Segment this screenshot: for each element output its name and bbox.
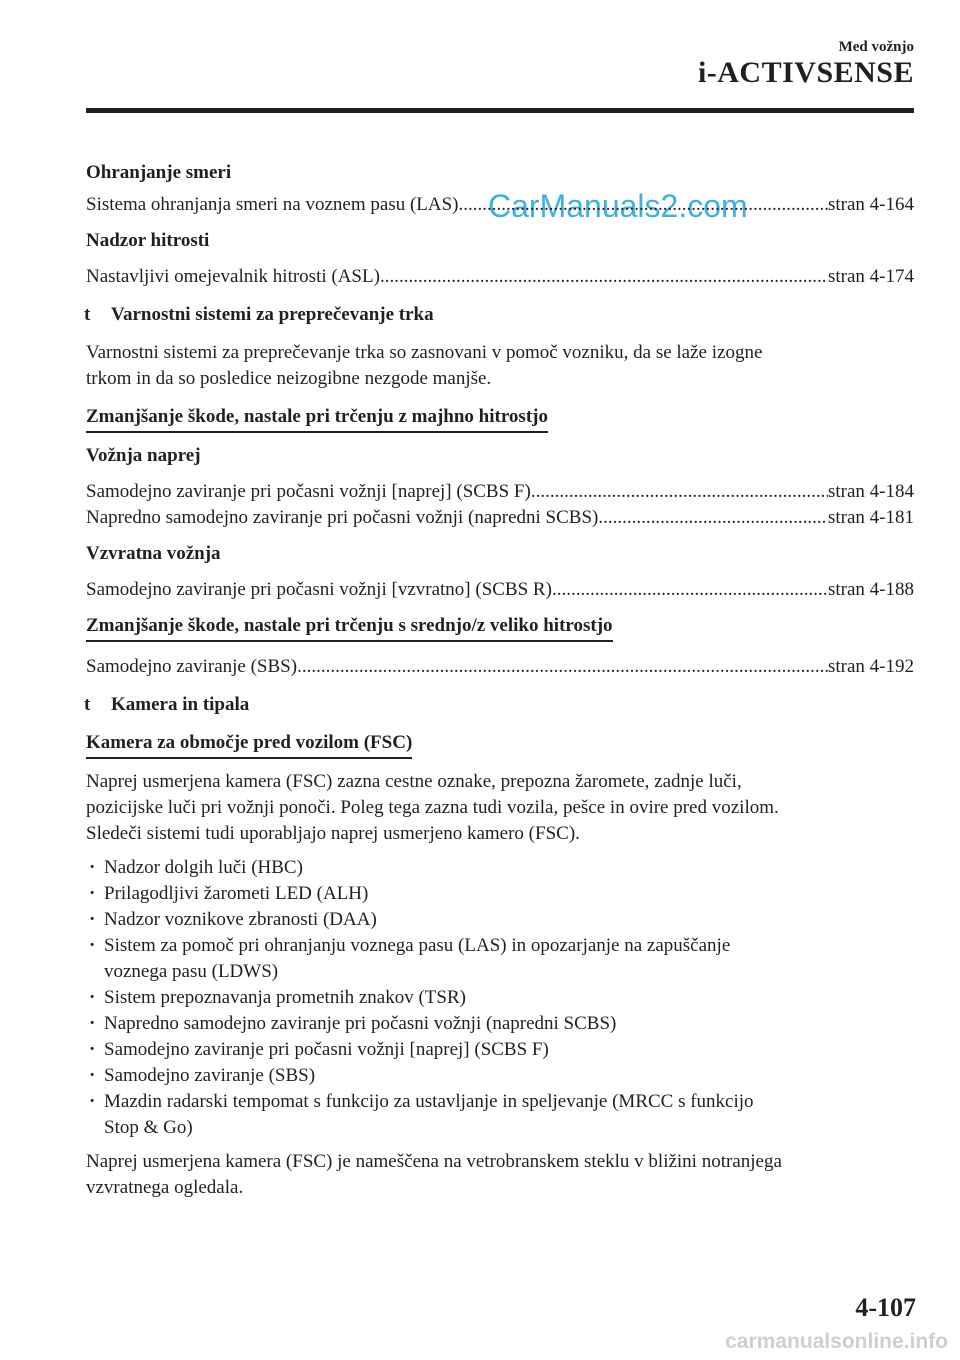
- low-speed-heading: Zmanjšanje škode, nastale pri trčenju z majhno hitrostjo: [86, 404, 548, 433]
- reverse-heading: Vzvratna vožnja: [86, 543, 221, 564]
- safety-heading-text: Varnostni sistemi za preprečevanje trka: [111, 304, 434, 325]
- toc-entry-page: stran 4-174: [827, 266, 914, 287]
- toc-entry-scbs-f: [86, 479, 914, 505]
- page-content: [86, 160, 914, 1201]
- toc-entry-text: Samodejno zaviranje pri počasni vožnji [naprej] (SCBS F): [86, 481, 531, 502]
- fsc-heading: Kamera za območje pred vozilom (FSC): [86, 730, 412, 759]
- camera-section-heading: [86, 692, 914, 718]
- forward-heading: Vožnja naprej: [86, 445, 201, 466]
- leader-dots: [531, 479, 828, 505]
- toc-entry-page: stran 4-188: [827, 579, 914, 600]
- leader-dots: [380, 264, 828, 290]
- list-item: · Napredno samodejno zaviranje pri počasni vožnji (napredni SCBS): [86, 1011, 914, 1037]
- header-chapter: i-ACTIVSENSE: [697, 56, 914, 89]
- list-item: · Nadzor voznikove zbranosti (DAA): [86, 907, 914, 933]
- leader-dots: [297, 654, 828, 680]
- camera-heading-text: Kamera in tipala: [111, 694, 250, 715]
- lane-heading: Ohranjanje smeri: [86, 162, 232, 183]
- toc-entry-page: stran 4-192: [827, 656, 914, 677]
- list-item: · Sistem prepoznavanja prometnih znakov (TSR): [86, 985, 914, 1011]
- toc-entry-asl: [86, 264, 914, 290]
- toc-entry-page: stran 4-164: [827, 194, 914, 215]
- fsc-system-list: [86, 855, 914, 1141]
- toc-entry-las: [86, 192, 914, 218]
- list-item: · Nadzor dolgih luči (HBC): [86, 855, 914, 881]
- leader-dots: [552, 577, 828, 603]
- leader-dots: [598, 505, 828, 531]
- toc-entry-text: Samodejno zaviranje (SBS): [86, 656, 298, 677]
- safety-section-heading: [86, 302, 914, 328]
- speed-heading: Nadzor hitrosti: [86, 230, 210, 251]
- toc-entry-text: Sistema ohranjanja smeri na voznem pasu (LAS): [86, 194, 459, 215]
- header-section: Med vožnjo: [838, 39, 914, 55]
- toc-entry-text: Napredno samodejno zaviranje pri počasni vožnji (napredni SCBS): [86, 507, 599, 528]
- leader-dots: [459, 192, 828, 218]
- footer-watermark: carmanualsonline.info: [725, 1330, 948, 1353]
- fsc-paragraph-line-2: pozicijske luči pri vožnji ponoči. Poleg tega zazna tudi vozila, pešce in ovire pred vozilom.: [86, 797, 779, 818]
- section-marker-icon: t: [84, 304, 91, 325]
- high-speed-heading: Zmanjšanje škode, nastale pri trčenju s srednjo/z veliko hitrostjo: [86, 613, 613, 642]
- list-item-continuation: voznega pasu (LDWS): [104, 961, 279, 982]
- toc-entry-scbs-r: [86, 577, 914, 603]
- fsc-paragraph-line-3: Sledeči sistemi tudi uporabljajo naprej usmerjeno kamero (FSC).: [86, 823, 580, 844]
- toc-entry-page: stran 4-181: [827, 507, 914, 528]
- running-header: [698, 38, 914, 90]
- list-item: · Samodejno zaviranje pri počasni vožnji [naprej] (SCBS F): [86, 1037, 914, 1063]
- fsc-paragraph-line-1: Naprej usmerjena kamera (FSC) zazna cestne oznake, prepozna žaromete, zadnje luči,: [86, 771, 742, 792]
- toc-entry-advanced-scbs: [86, 505, 914, 531]
- safety-paragraph-line-2: trkom in da so posledice neizogibne nezgode manjše.: [86, 368, 492, 389]
- toc-entry-sbs: [86, 654, 914, 680]
- closing-paragraph-line-1: Naprej usmerjena kamera (FSC) je nameščena na vetrobranskem steklu v bližini notranjega: [86, 1151, 782, 1172]
- watermark-logo: CarManuals2.com: [488, 188, 748, 224]
- list-item: · Samodejno zaviranje (SBS): [86, 1063, 914, 1089]
- list-item: · Mazdin radarski tempomat s funkcijo za ustavljanje in speljevanje (MRCC s funkcijo: [86, 1089, 914, 1115]
- toc-entry-text: Nastavljivi omejevalnik hitrosti (ASL): [86, 266, 380, 287]
- list-item: · Sistem za pomoč pri ohranjanju voznega pasu (LAS) in opozarjanje na zapuščanje: [86, 933, 914, 959]
- toc-entry-page: stran 4-184: [827, 481, 914, 502]
- closing-paragraph-line-2: vzvratnega ogledala.: [86, 1177, 244, 1198]
- list-item-continuation: Stop & Go): [104, 1117, 193, 1138]
- header-rule: [86, 108, 914, 113]
- safety-paragraph-line-1: Varnostni sistemi za preprečevanje trka so zasnovani v pomoč vozniku, da se laže izogne: [86, 342, 763, 363]
- list-item: · Prilagodljivi žarometi LED (ALH): [86, 881, 914, 907]
- section-marker-icon: t: [84, 694, 91, 715]
- page-number: 4-107: [855, 1293, 916, 1322]
- toc-entry-text: Samodejno zaviranje pri počasni vožnji [vzvratno] (SCBS R): [86, 579, 552, 600]
